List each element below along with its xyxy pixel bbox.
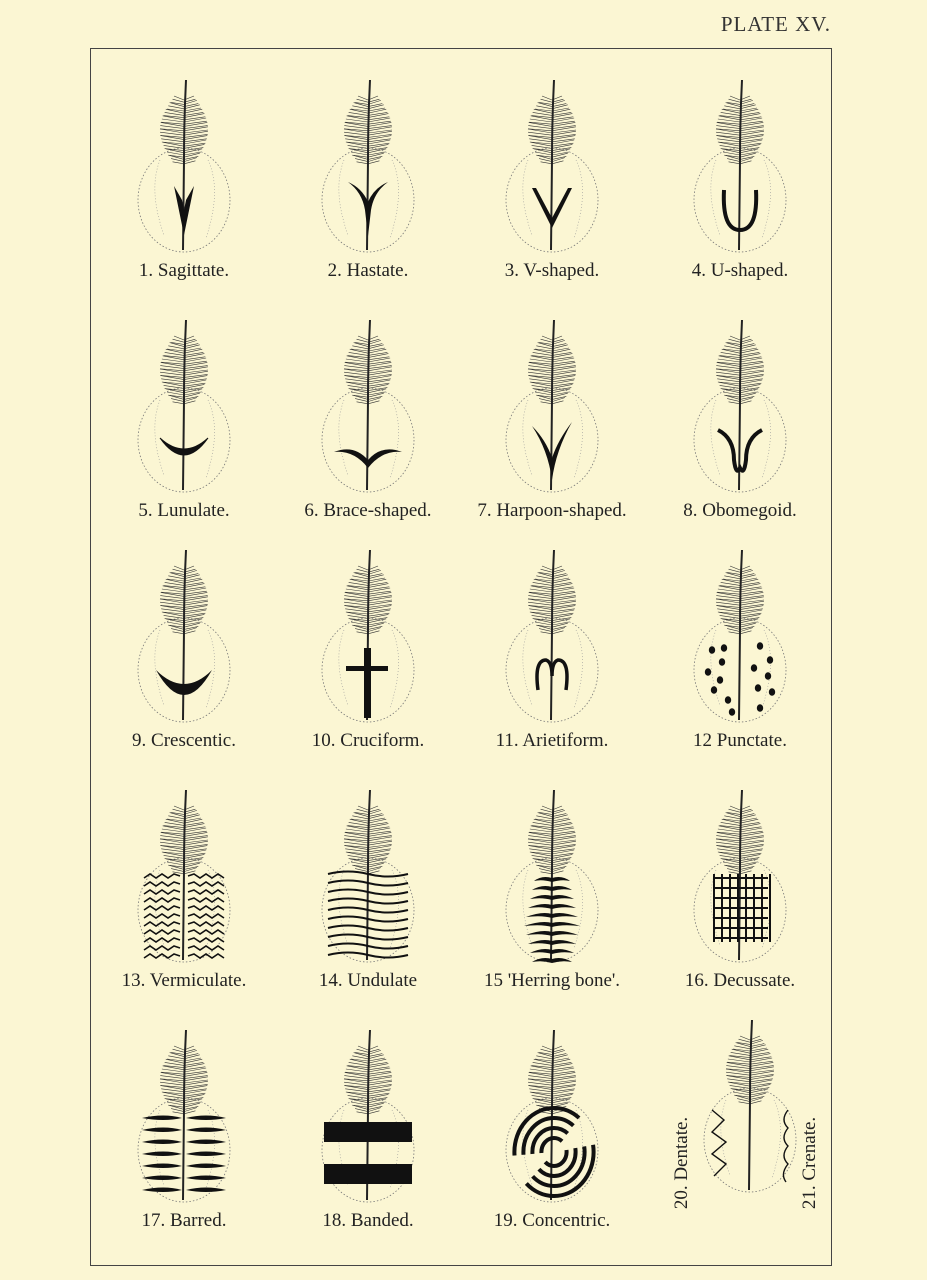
feather-shaft — [749, 1020, 752, 1190]
figure-cell-sagittate — [94, 60, 274, 300]
figure-cell-decussate — [650, 770, 830, 1010]
figure-label-brace: 6. Brace-shaped. — [304, 500, 432, 521]
figure-cell-barred — [94, 1010, 274, 1250]
feather-shaft — [551, 550, 554, 720]
feather-shaft — [183, 320, 186, 490]
figure-cell-harpoon — [462, 300, 642, 540]
feather-shaft — [183, 1030, 186, 1200]
figure-cell-hastate — [278, 60, 458, 300]
figure-label-hastate: 2. Hastate. — [327, 260, 409, 281]
figure-label-undulate: 14. Undulate — [318, 970, 418, 991]
figure-label-decussate: 16. Decussate. — [684, 970, 796, 991]
figure-label-banded: 18. Banded. — [322, 1210, 414, 1231]
figure-cell-brace — [278, 300, 458, 540]
figure-cell-cruciform — [278, 530, 458, 770]
figure-cell-vermiculate — [94, 770, 274, 1010]
figure-label-barred: 17. Barred. — [141, 1210, 227, 1231]
figure-label-herring: 15 'Herring bone'. — [483, 970, 621, 991]
figure-cell-obomegoid — [650, 300, 830, 540]
figure-cell-undulate — [278, 770, 458, 1010]
figure-label-lunulate: 5. Lunulate. — [138, 500, 230, 521]
figure-label-sagittate: 1. Sagittate. — [138, 260, 230, 281]
pattern-decussate — [714, 874, 770, 942]
figure-label-dentate: 20. Dentate. — [671, 1116, 693, 1210]
pattern-cruciform — [346, 648, 388, 718]
figure-label-punctate: 12 Punctate. — [693, 730, 787, 751]
figure-label-harpoon: 7. Harpoon-shaped. — [477, 500, 627, 521]
figure-cell-ushaped — [650, 60, 830, 300]
figure-label-vermiculate: 13. Vermiculate. — [121, 970, 247, 991]
figure-label-arietiform: 11. Arietiform. — [495, 730, 609, 751]
figure-label-crenate: 21. Crenate. — [799, 1116, 821, 1210]
pattern-concentric — [514, 1108, 593, 1196]
feather-shaft — [739, 320, 742, 490]
feather-shaft — [183, 790, 186, 960]
figure-cell-vshaped — [462, 60, 642, 300]
figure-label-concentric: 19. Concentric. — [493, 1210, 611, 1231]
figure-cell-herring — [462, 770, 642, 1010]
figure-label-obomegoid: 8. Obomegoid. — [683, 500, 797, 521]
figure-cell-banded — [278, 1010, 458, 1250]
feather-shaft — [739, 550, 742, 720]
figure-cell-lunulate — [94, 300, 274, 540]
figure-label-cruciform: 10. Cruciform. — [311, 730, 425, 751]
figure-cell-arietiform — [462, 530, 642, 770]
feather-shaft — [739, 80, 742, 250]
figure-label-vshaped: 3. V-shaped. — [504, 260, 600, 281]
plate-title: PLATE XV. — [720, 12, 831, 36]
figure-cell-punctate — [650, 530, 830, 770]
feather-shaft — [739, 790, 742, 960]
figure-cell-concentric — [462, 1010, 642, 1250]
figure-label-ushaped: 4. U-shaped. — [691, 260, 789, 281]
figure-cell-crescentic — [94, 530, 274, 770]
figure-label-crescentic: 9. Crescentic. — [132, 730, 236, 751]
